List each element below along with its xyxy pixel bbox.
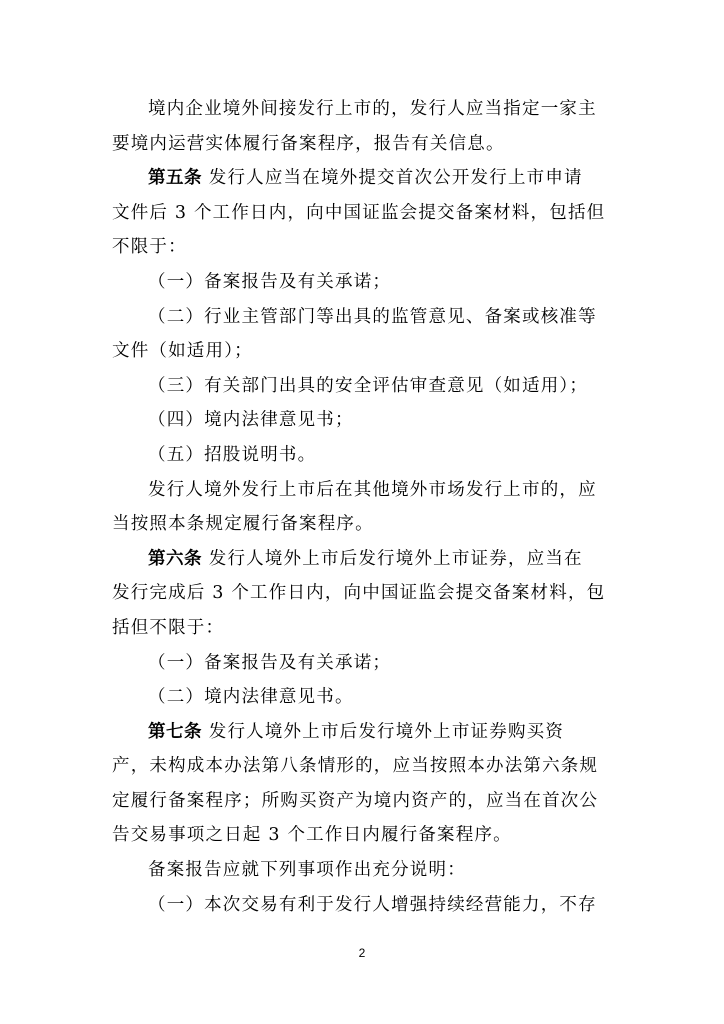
article-6-heading-line xyxy=(112,542,618,577)
article-7-heading-line xyxy=(112,715,618,750)
paragraph-line: 发行完成后 3 个工作日内，向中国证监会提交备案材料，包 xyxy=(112,583,606,604)
list-item: （四）境内法律意见书； xyxy=(148,410,354,431)
paragraph-line: 文件后 3 个工作日内，向中国证监会提交备案材料，包括但 xyxy=(112,202,606,223)
article-6-text: 发行人境外上市后发行境外上市证券，应当在 xyxy=(202,548,583,569)
paragraph-line: 发行人境外发行上市后在其他境外市场发行上市的，应 xyxy=(148,479,597,500)
list-item: （三）有关部门出具的安全评估审查意见（如适用）； xyxy=(148,375,589,396)
page-number: 2 xyxy=(358,946,366,960)
list-item: （五）招股说明书。 xyxy=(148,444,317,465)
article-5-heading-line xyxy=(112,161,618,196)
paragraph-line: 备案报告应就下列事项作出充分说明： xyxy=(148,860,466,881)
list-item: （二）境内法律意见书。 xyxy=(148,687,354,708)
paragraph-line: 产，未构成本办法第八条情形的，应当按照本办法第六条规 xyxy=(112,756,599,777)
list-item: （一）备案报告及有关承诺； xyxy=(148,652,392,673)
article-6-title: 第六条 xyxy=(148,548,202,569)
article-5-title: 第五条 xyxy=(148,168,202,189)
article-7-text: 发行人境外上市后发行境外上市证券购买资 xyxy=(202,721,565,742)
document-body xyxy=(112,92,618,922)
article-7-title: 第七条 xyxy=(148,721,202,742)
paragraph-line: 不限于： xyxy=(112,237,187,258)
paragraph-line: 括但不限于： xyxy=(112,617,225,638)
paragraph-line: （一）本次交易有利于发行人增强持续经营能力，不存 xyxy=(148,894,597,915)
paragraph-line: 告交易事项之日起 3 个工作日内履行备案程序。 xyxy=(112,825,512,846)
list-item-continuation: 文件（如适用）； xyxy=(112,341,253,362)
paragraph-line: 要境内运营实体履行备案程序，报告有关信息。 xyxy=(112,133,505,154)
paragraph-line: 当按照本条规定履行备案程序。 xyxy=(112,514,374,535)
article-5-text: 发行人应当在境外提交首次公开发行上市申请 xyxy=(202,168,583,189)
list-item: （一）备案报告及有关承诺； xyxy=(148,271,392,292)
paragraph-line: 定履行备案程序；所购买资产为境内资产的，应当在首次公 xyxy=(112,790,599,811)
paragraph-line: 境内企业境外间接发行上市的，发行人应当指定一家主 xyxy=(148,99,597,119)
list-item: （二）行业主管部门等出具的监管意见、备案或核准等 xyxy=(148,306,597,327)
